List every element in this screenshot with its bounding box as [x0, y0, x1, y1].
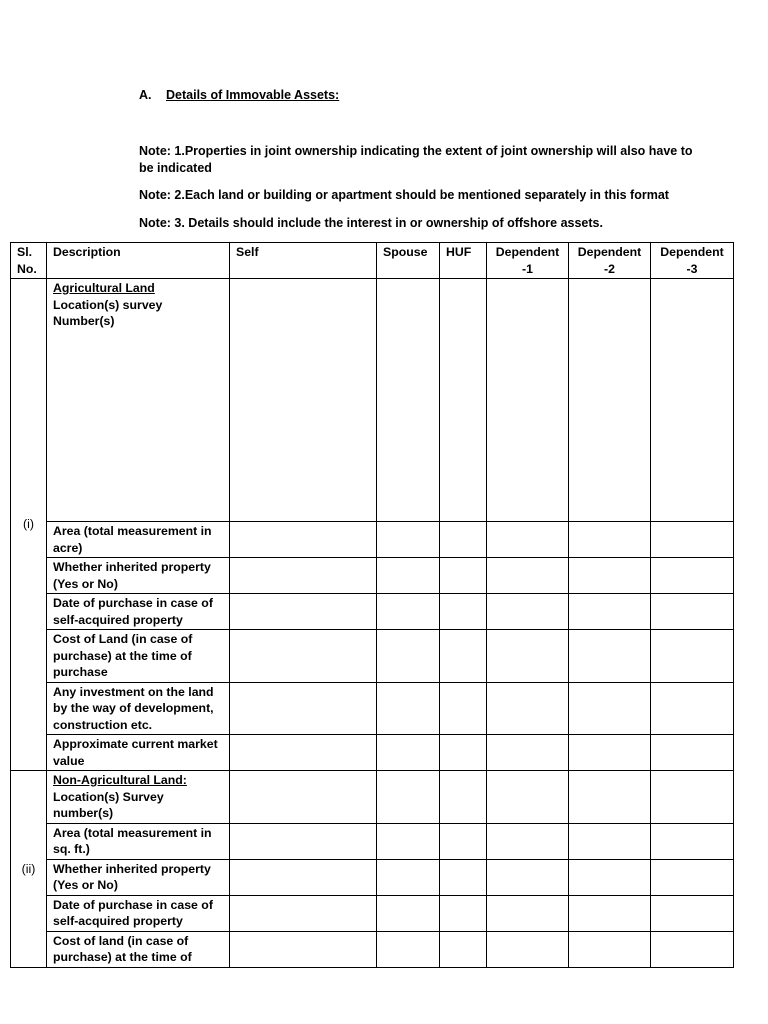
sl-no-cell: (ii) [11, 771, 47, 968]
dependent-1-cell[interactable] [487, 558, 569, 594]
dependent-2-cell[interactable] [569, 594, 651, 630]
huf-cell[interactable] [440, 522, 487, 558]
row-description: Whether inherited property (Yes or No) [47, 859, 230, 895]
dependent-1-cell[interactable] [487, 859, 569, 895]
header-sl-no: Sl. No. [11, 243, 47, 279]
immovable-assets-table [10, 242, 734, 968]
dependent-1-cell[interactable] [487, 630, 569, 683]
dependent-1-cell[interactable] [487, 931, 569, 967]
dependent-1-cell[interactable] [487, 771, 569, 824]
dependent-3-cell[interactable] [651, 682, 734, 735]
spouse-cell[interactable] [377, 771, 440, 824]
dependent-2-cell[interactable] [569, 931, 651, 967]
dependent-3-cell[interactable] [651, 630, 734, 683]
dependent-3-cell[interactable] [651, 558, 734, 594]
dependent-2-cell[interactable] [569, 682, 651, 735]
dependent-3-cell[interactable] [651, 279, 734, 522]
dependent-3-cell[interactable] [651, 823, 734, 859]
header-dependent-3: Dependent -3 [651, 243, 734, 279]
dependent-3-cell[interactable] [651, 735, 734, 771]
dependent-2-cell[interactable] [569, 735, 651, 771]
dependent-1-cell[interactable] [487, 279, 569, 522]
table-row [11, 522, 734, 558]
spouse-cell[interactable] [377, 682, 440, 735]
row-description: Date of purchase in case of self-acquired property [47, 895, 230, 931]
table-row [11, 682, 734, 735]
group-heading: Non-Agricultural Land: [53, 773, 187, 787]
header-dependent-2: Dependent -2 [569, 243, 651, 279]
huf-cell[interactable] [440, 630, 487, 683]
self-cell[interactable] [230, 859, 377, 895]
dependent-2-cell[interactable] [569, 558, 651, 594]
dependent-2-cell[interactable] [569, 895, 651, 931]
dependent-2-cell[interactable] [569, 279, 651, 522]
spouse-cell[interactable] [377, 895, 440, 931]
group-heading: Agricultural Land [53, 281, 155, 295]
table-row [11, 594, 734, 630]
spouse-cell[interactable] [377, 558, 440, 594]
dependent-1-cell[interactable] [487, 594, 569, 630]
dependent-1-cell[interactable] [487, 735, 569, 771]
row-description: Location(s) Survey number(s) [53, 789, 164, 820]
dependent-2-cell[interactable] [569, 771, 651, 824]
huf-cell[interactable] [440, 823, 487, 859]
dependent-2-cell[interactable] [569, 859, 651, 895]
dependent-3-cell[interactable] [651, 931, 734, 967]
self-cell[interactable] [230, 522, 377, 558]
section-title: Details of Immovable Assets: [166, 88, 340, 102]
spouse-cell[interactable] [377, 522, 440, 558]
row-description: Area (total measurement in acre) [47, 522, 230, 558]
dependent-1-cell[interactable] [487, 682, 569, 735]
self-cell[interactable] [230, 823, 377, 859]
table-row [11, 859, 734, 895]
dependent-2-cell[interactable] [569, 630, 651, 683]
row-description: Whether inherited property (Yes or No) [47, 558, 230, 594]
table-row [11, 771, 734, 824]
header-spouse: Spouse [377, 243, 440, 279]
spouse-cell[interactable] [377, 594, 440, 630]
header-description: Description [47, 243, 230, 279]
huf-cell[interactable] [440, 859, 487, 895]
table-row [11, 931, 734, 967]
huf-cell[interactable] [440, 594, 487, 630]
table-row [11, 895, 734, 931]
huf-cell[interactable] [440, 558, 487, 594]
self-cell[interactable] [230, 771, 377, 824]
huf-cell[interactable] [440, 895, 487, 931]
huf-cell[interactable] [440, 931, 487, 967]
description-cell [47, 771, 230, 824]
row-description: Date of purchase in case of self-acquired property [47, 594, 230, 630]
section-number: A. [139, 88, 152, 102]
dependent-3-cell[interactable] [651, 771, 734, 824]
table-row [11, 558, 734, 594]
description-cell [47, 279, 230, 522]
huf-cell[interactable] [440, 279, 487, 522]
table-header-row [11, 243, 734, 279]
self-cell[interactable] [230, 630, 377, 683]
dependent-1-cell[interactable] [487, 823, 569, 859]
huf-cell[interactable] [440, 771, 487, 824]
row-description: Location(s) survey Number(s) [53, 297, 163, 328]
header-huf: HUF [440, 243, 487, 279]
table-row [11, 735, 734, 771]
self-cell[interactable] [230, 558, 377, 594]
self-cell[interactable] [230, 735, 377, 771]
self-cell[interactable] [230, 594, 377, 630]
sl-no-cell: (i) [11, 279, 47, 771]
note-2: Note: 2.Each land or building or apartment should be mentioned separately in this format [139, 188, 669, 202]
note-1: Note: 1.Properties in joint ownership indicating the extent of joint ownership will also have to be indicated [139, 144, 693, 175]
dependent-3-cell[interactable] [651, 859, 734, 895]
row-description: Cost of land (in case of purchase) at the time of [47, 931, 230, 967]
spouse-cell[interactable] [377, 859, 440, 895]
self-cell[interactable] [230, 931, 377, 967]
self-cell[interactable] [230, 682, 377, 735]
dependent-3-cell[interactable] [651, 594, 734, 630]
row-description: Area (total measurement in sq. ft.) [47, 823, 230, 859]
dependent-3-cell[interactable] [651, 895, 734, 931]
spouse-cell[interactable] [377, 735, 440, 771]
row-description: Cost of Land (in case of purchase) at the time of purchase [47, 630, 230, 683]
header-self: Self [230, 243, 377, 279]
dependent-1-cell[interactable] [487, 522, 569, 558]
spouse-cell[interactable] [377, 279, 440, 522]
table-row [11, 823, 734, 859]
header-dependent-1: Dependent -1 [487, 243, 569, 279]
dependent-1-cell[interactable] [487, 895, 569, 931]
dependent-2-cell[interactable] [569, 522, 651, 558]
dependent-2-cell[interactable] [569, 823, 651, 859]
note-3: Note: 3. Details should include the interest in or ownership of offshore assets. [139, 216, 603, 230]
self-cell[interactable] [230, 895, 377, 931]
row-description: Approximate current market value [47, 735, 230, 771]
row-description: Any investment on the land by the way of development, construction etc. [47, 682, 230, 735]
spouse-cell[interactable] [377, 823, 440, 859]
section-heading [139, 88, 339, 102]
table-row [11, 279, 734, 522]
dependent-3-cell[interactable] [651, 522, 734, 558]
spouse-cell[interactable] [377, 630, 440, 683]
huf-cell[interactable] [440, 735, 487, 771]
huf-cell[interactable] [440, 682, 487, 735]
spouse-cell[interactable] [377, 931, 440, 967]
self-cell[interactable] [230, 279, 377, 522]
table-row [11, 630, 734, 683]
